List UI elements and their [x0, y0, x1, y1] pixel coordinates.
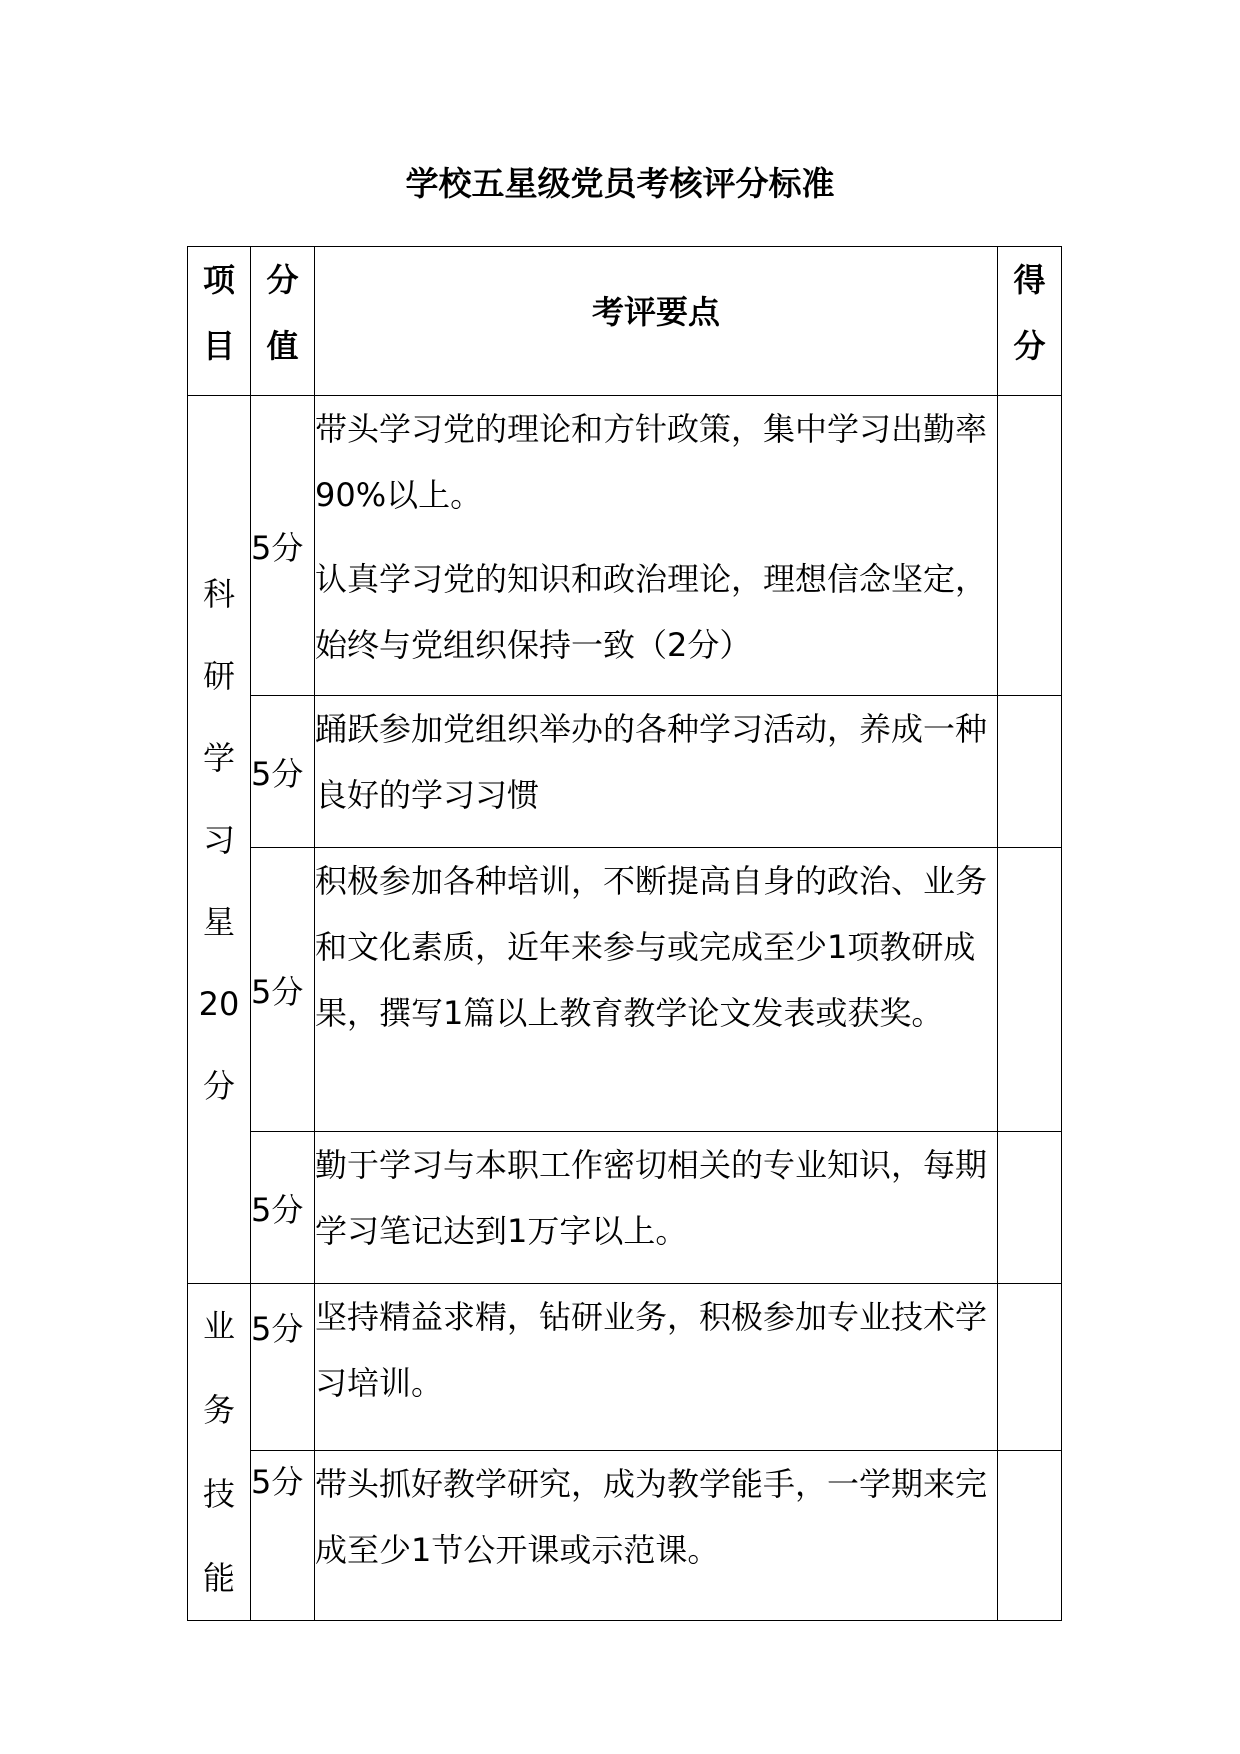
table-row	[188, 696, 1062, 848]
points-cell: 5分	[251, 396, 315, 696]
header-criteria: 考评要点	[315, 247, 998, 396]
header-score: 得 分	[998, 247, 1062, 396]
header-project: 项 目	[188, 247, 251, 396]
category-professional-skills: 业 务 技 能	[188, 1284, 251, 1621]
page-title: 学校五星级党员考核评分标准	[405, 164, 835, 203]
score-cell[interactable]	[998, 848, 1062, 1132]
points-cell: 5分	[251, 696, 315, 848]
criteria-cell: 带头抓好教学研究，成为教学能手，一学期来完成至少1节公开课或示范课。	[315, 1451, 998, 1621]
table-row	[188, 1451, 1062, 1621]
scoring-table	[187, 246, 1062, 1621]
criteria-cell: 积极参加各种培训，不断提高自身的政治、业务和文化素质，近年来参与或完成至少1项教研成果，撰写1篇以上教育教学论文发表或获奖。	[315, 848, 998, 1132]
score-cell[interactable]	[998, 1284, 1062, 1451]
table-row	[188, 848, 1062, 1132]
score-cell[interactable]	[998, 696, 1062, 848]
score-cell[interactable]	[998, 1132, 1062, 1284]
criteria-cell: 勤于学习与本职工作密切相关的专业知识，每期学习笔记达到1万字以上。	[315, 1132, 998, 1284]
score-cell[interactable]	[998, 396, 1062, 696]
points-cell: 5分	[251, 1132, 315, 1284]
category-research-study: 科 研 学 习 星 20 分	[188, 396, 251, 1284]
header-points: 分 值	[251, 247, 315, 396]
points-cell: 5分	[251, 1284, 315, 1451]
table-row	[188, 1284, 1062, 1451]
criteria-cell: 踊跃参加党组织举办的各种学习活动，养成一种良好的学习习惯	[315, 696, 998, 848]
criteria-cell: 坚持精益求精，钻研业务，积极参加专业技术学习培训。	[315, 1284, 998, 1451]
header-row	[188, 247, 1062, 396]
table-row	[188, 1132, 1062, 1284]
points-cell: 5分	[251, 848, 315, 1132]
table-row	[188, 396, 1062, 696]
score-cell[interactable]	[998, 1451, 1062, 1621]
points-cell: 5分	[251, 1451, 315, 1621]
criteria-cell: 带头学习党的理论和方针政策，集中学习出勤率90%以上。 认真学习党的知识和政治理论，理想信念坚定，始终与党组织保持一致（2分）	[315, 396, 998, 696]
